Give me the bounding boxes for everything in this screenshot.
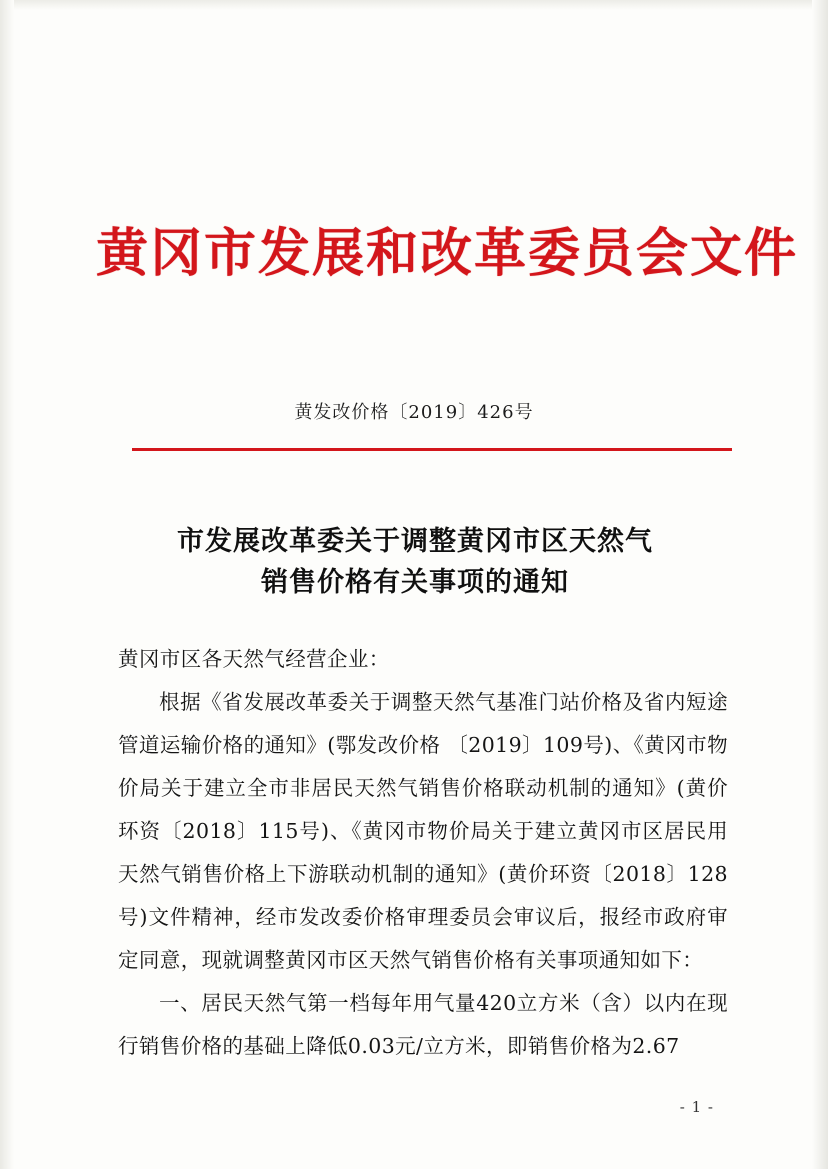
page-title xyxy=(110,522,720,603)
body-paragraph-1: 根据《省发展改革委关于调整天然气基准门站价格及省内短途管道运输价格的通知》(鄂发改价格 〔2019〕109号)、《黄冈市物价局关于建立全市非居民天然气销售价格联动机制的通知》(黄价环资〔2018〕115号)、《黄冈市物价局关于建立黄冈市区居民用天然气销售价格上下游联动机制的通知》(黄价环资〔2018〕128号)文件精神，经市发改委价格审理委员会审议后，报经市政府审定同意，现就调整黄冈市区天然气销售价格有关事项通知如下： xyxy=(118,690,728,972)
document-content xyxy=(96,0,799,1169)
red-divider-rule xyxy=(132,448,732,451)
page-number: - 1 - xyxy=(679,1098,714,1116)
page-title-line-1: 市发展改革委关于调整黄冈市区天然气 xyxy=(177,526,653,557)
scan-edge-right xyxy=(812,0,828,1169)
scan-edge-left xyxy=(0,0,14,1169)
masthead-title: 黄冈市发展和改革委员会文件 xyxy=(96,223,799,284)
document-number: 黄发改价格〔2019〕426号 xyxy=(294,402,534,423)
document-body xyxy=(118,638,728,1068)
body-paragraph-2: 一、居民天然气第一档每年用气量420立方米（含）以内在现行销售价格的基础上降低0.03元/立方米，即销售价格为2.67 xyxy=(118,991,728,1058)
salutation: 黄冈市区各天然气经营企业： xyxy=(118,647,390,671)
page-title-line-2: 销售价格有关事项的通知 xyxy=(261,566,569,598)
